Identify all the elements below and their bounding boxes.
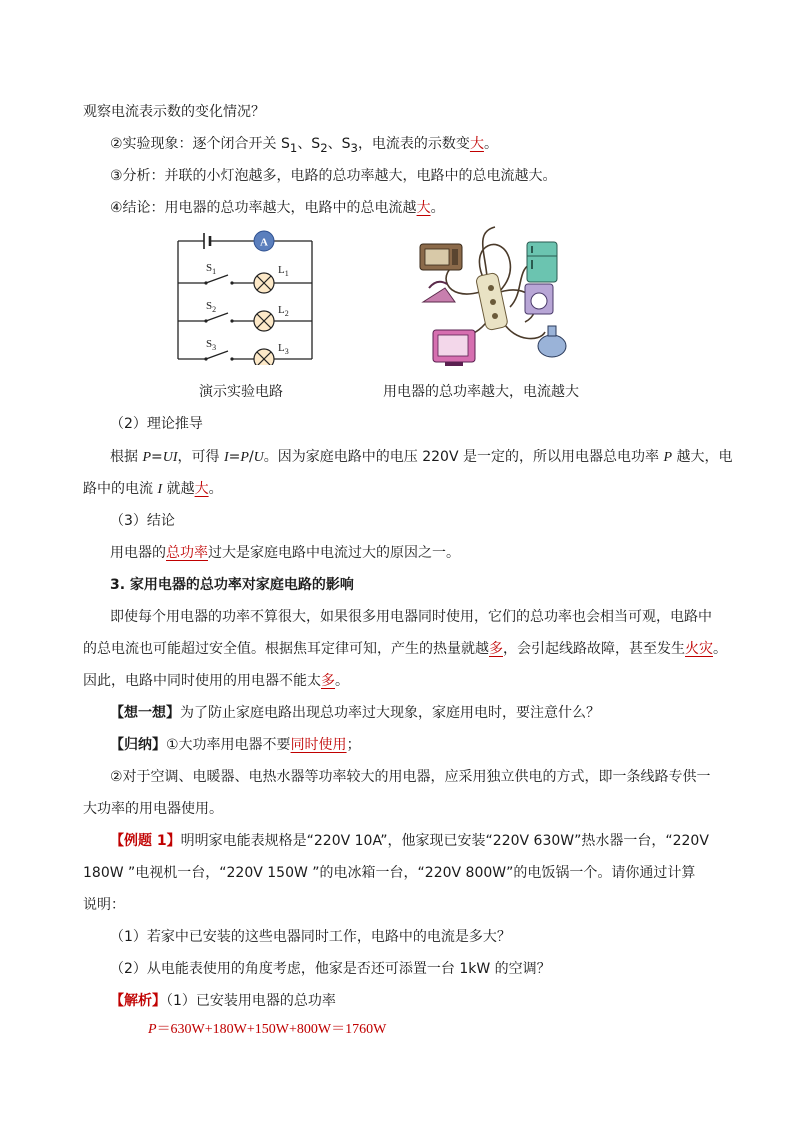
text-span: 越大，电: [672, 449, 733, 465]
text-line: [83, 671, 349, 691]
subscript: 2: [320, 140, 328, 155]
text-span: 路中的电流: [83, 481, 158, 497]
text-line: ②对于空调、电暖器、电热水器等功率较大的用电器，应采用独立供电的方式，即一条线路专供一: [110, 769, 711, 785]
text-line: 180W ”电视机一台，“220V 150W ”的电冰箱一台，“220V 800W”的电饭锅一个。请你通过计算: [83, 865, 696, 881]
text-span: ④结论：用电器的总功率越大，电路中的总电流越: [110, 200, 417, 216]
power-strip-icon: [475, 272, 508, 330]
text-span: ，电流表的示数变: [357, 136, 470, 152]
figure-caption: 用电器的总功率越大，电流越大: [383, 384, 579, 400]
text-line: [110, 991, 336, 1011]
formula-line: [148, 1020, 386, 1040]
text-span: 。: [713, 641, 727, 657]
text-span: 过大是家庭电路中电流过大的原因之一。: [208, 545, 460, 561]
section-heading: 3. 家用电器的总功率对家庭电路的影响: [110, 577, 354, 593]
text-span: 为了防止家庭电路出现总功率过大现象，家庭用电时，要注意什么？: [180, 705, 600, 721]
text-line: ③分析：并联的小灯泡越多，电路的总功率越大，电路中的总电流越大。: [110, 168, 557, 184]
text-span: ，可得: [177, 449, 224, 465]
question-line: （1）若家中已安装的这些电器同时工作，电路中的电流是多大？: [110, 929, 511, 945]
text-span: ②实验现象：逐个闭合开关 S: [110, 136, 290, 152]
text-span: =: [228, 449, 241, 465]
answer-blank: 大: [469, 136, 484, 152]
answer-blank: 多: [321, 673, 335, 689]
formula-symbol: I: [157, 482, 163, 497]
subscript: 3: [350, 140, 358, 155]
text-line: [110, 447, 732, 468]
appliance-illustration: [415, 222, 575, 372]
text-line: [110, 831, 709, 851]
microwave-icon: [420, 244, 462, 270]
formula-symbol: U: [253, 450, 264, 465]
formula-symbol: P: [148, 1022, 157, 1037]
text-line: [110, 735, 361, 755]
lamp-label: $L_3$: [278, 342, 289, 356]
answer-blank: 多: [489, 641, 503, 657]
text-span: =: [151, 449, 163, 465]
formula-symbol: UI: [162, 450, 178, 465]
text-line: 说明：: [83, 897, 125, 913]
text-span: ，会引起线路故障，甚至发生: [503, 641, 685, 657]
think-tag: 【想一想】: [110, 705, 180, 721]
answer-blank: 大: [194, 481, 209, 497]
text-span: ①大功率用电器不要: [166, 737, 291, 753]
text-span: 用电器的: [110, 545, 166, 561]
summary-tag: 【归纳】: [110, 737, 166, 753]
text-span: 。: [208, 481, 223, 497]
answer-blank: 火灾: [685, 641, 713, 657]
lamp-label: $L_1$: [278, 264, 289, 278]
text-span: 。: [335, 673, 349, 689]
fridge-icon: [527, 242, 557, 282]
text-span: 。因为家庭电路中的电压 220V 是一定的，所以用电器总电功率: [263, 449, 664, 465]
vacuum-icon: [538, 326, 566, 357]
text-line: 即使每个用电器的功率不算很大，如果很多用电器同时使用，它们的总功率也会相当可观，电路中: [110, 609, 712, 625]
text-line: [110, 134, 498, 158]
text-line: [110, 543, 460, 563]
text-span: 就越: [162, 481, 195, 497]
answer-blank: 同时使用: [290, 737, 347, 753]
switch-label: $S_3$: [206, 338, 217, 352]
question-line: （2）从电能表使用的角度考虑，他家是否还可添置一台 1kW 的空调？: [110, 961, 551, 977]
formula-symbol: P: [663, 450, 673, 465]
text-span: 。: [483, 136, 498, 152]
ammeter-label: A: [260, 236, 268, 249]
section-heading: （2）理论推导: [110, 416, 203, 432]
text-span: 因此，电路中同时使用的用电器不能太: [83, 673, 321, 689]
text-span: 、S: [327, 136, 351, 152]
switch-label: $S_1$: [206, 262, 217, 276]
lamp-symbol: [254, 349, 274, 365]
text-span: ；: [346, 737, 361, 753]
formula-symbol: P: [142, 450, 152, 465]
circuit-diagram: [170, 225, 320, 365]
switch-label: $S_2$: [206, 300, 217, 314]
formula-text: ＝630W+180W+150W+800W＝1760W: [156, 1022, 387, 1037]
formula-symbol: I: [223, 450, 229, 465]
figure-caption: 演示实验电路: [199, 384, 283, 400]
example-tag: 【例题 1】: [110, 833, 181, 849]
text-line: [110, 703, 600, 723]
answer-tag: 【解析】: [110, 993, 166, 1009]
formula-symbol: P: [240, 450, 249, 465]
answer-blank: 总功率: [166, 545, 208, 561]
text-line: 观察电流表示数的变化情况？: [83, 104, 265, 120]
iron-icon: [423, 282, 455, 302]
lamp-label: $L_2$: [278, 304, 289, 318]
text-span: 、S: [297, 136, 321, 152]
text-line: [83, 479, 223, 500]
text-line: [83, 639, 727, 659]
text-span: 根据: [110, 449, 143, 465]
subscript: 1: [289, 140, 298, 155]
text-span: 。: [430, 200, 445, 216]
section-heading: （3）结论: [110, 513, 175, 529]
text-line: [110, 198, 445, 218]
text-span: /: [248, 449, 254, 465]
tv-icon: [433, 330, 475, 366]
text-line: 大功率的用电器使用。: [83, 801, 223, 817]
answer-blank: 大: [416, 200, 431, 216]
text-span: （1）已安装用电器的总功率: [166, 993, 336, 1009]
text-span: 明明家电能表规格是“220V 10A”，他家现已安装“220V 630W”热水器一台，“220V: [180, 833, 709, 849]
washing-machine-icon: [525, 284, 553, 314]
text-span: 的总电流也可能超过安全值。根据焦耳定律可知，产生的热量就越: [83, 641, 489, 657]
